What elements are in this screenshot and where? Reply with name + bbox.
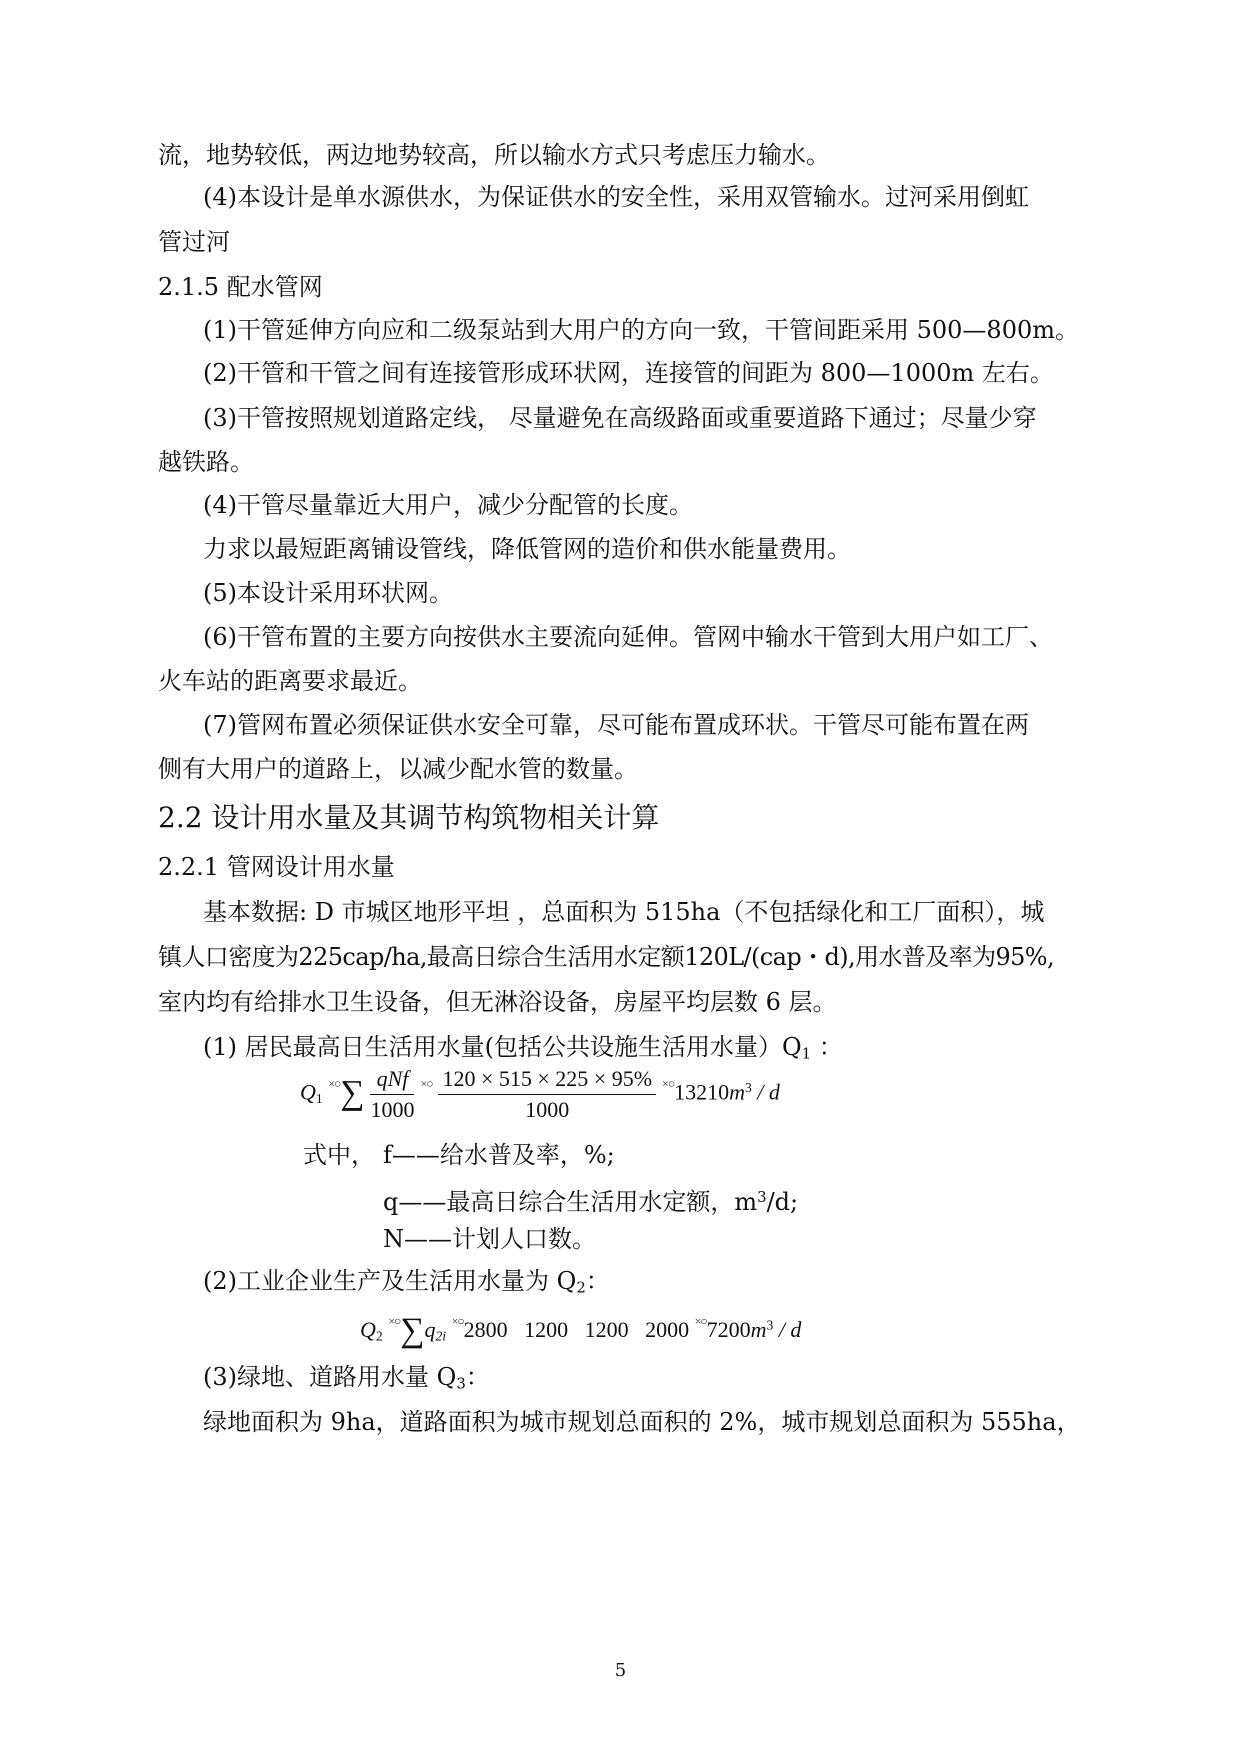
q1-label-text: (1) 居民最高日生活用水量(包括公共设施生活用水量）Q [203, 1033, 802, 1061]
formula1-eq-glyph: ×○ [328, 1076, 341, 1091]
formula2-lhs: Q [360, 1317, 376, 1342]
para-line-13: 火车站的距离要求最近。 [158, 667, 422, 695]
formula1-result: 13210 [674, 1079, 730, 1105]
q2-label-text: (2)工业企业生产及生活用水量为 Q [203, 1267, 577, 1295]
definition-q-text: q——最高日综合生活用水定额，m [383, 1188, 758, 1217]
section-heading: 2.2 设计用水量及其调节构筑物相关计算 [158, 801, 660, 834]
formula1-fraction-2 [438, 1066, 656, 1123]
basic-data-line-1: 基本数据: D 市城区地形平坦 ，总面积为 515ha（不包括绿化和工厂面积），城 [203, 898, 1045, 926]
formula1-den2: 1000 [525, 1097, 570, 1122]
page-number: 5 [614, 1660, 627, 1681]
q1-label-suffix: ： [811, 1033, 843, 1061]
para-line-11: (5)本设计采用环状网。 [203, 579, 453, 607]
q3-label-sub: 3 [456, 1374, 466, 1393]
para-line-15: 侧有大用户的道路上，以减少配水管的数量。 [158, 755, 638, 783]
formula2-lhs-sub: 2 [375, 1328, 383, 1344]
para-line-1: 流，地势较低，两边地势较高，所以输水方式只考虑压力输水。 [158, 141, 830, 169]
formula2-q: q [424, 1317, 436, 1342]
formula2-eq-glyph-3: ×○ [694, 1314, 707, 1328]
subheading-2-1-5: 2.1.5 配水管网 [158, 273, 323, 301]
formula-q2 [360, 1312, 801, 1350]
subsection-heading: 2.2.1 管网设计用水量 [158, 853, 395, 881]
para-line-6: (2)干管和干管之间有连接管形成环状网，连接管的间距为 800—1000m 左右。 [203, 359, 1054, 387]
formula2-value-4: 2000 [645, 1317, 690, 1342]
formula1-lhs-sub: 1 [315, 1090, 323, 1106]
q3-label-suffix: ： [465, 1363, 490, 1391]
formula1-unit-d: / d [751, 1079, 780, 1105]
formula2-sigma: ∑ [400, 1312, 425, 1349]
basic-data-line-2: 镇人口密度为225cap/ha,最高日综合生活用水定额120L/(cap・d),用水普及率为95%, [158, 943, 1055, 971]
para-line-10: 力求以最短距离铺设管线，降低管网的造价和供水能量费用。 [203, 535, 851, 563]
para-line-14: (7)管网布置必须保证供水安全可靠，尽可能布置成环状。干管尽可能布置在两 [203, 711, 1029, 739]
formula2-unit-m: m [750, 1317, 767, 1342]
formula2-eq-glyph-2: ×○ [451, 1314, 464, 1328]
formula2-unit-exp: 3 [766, 1317, 774, 1333]
definition-q-exp: 3 [757, 1188, 767, 1206]
para-line-3: 管过河 [158, 228, 230, 256]
formula1-unit-m: m [729, 1079, 745, 1105]
definition-q [383, 1182, 798, 1217]
definition-f: f——给水普及率，%; [383, 1141, 615, 1169]
basic-data-line-3: 室内均有给排水卫生设备，但无淋浴设备，房屋平均层数 6 层。 [158, 988, 837, 1016]
formula2-unit-d: / d [773, 1317, 802, 1342]
formula1-eq-glyph-3: ×○ [662, 1076, 675, 1091]
definitions-intro: 式中， [303, 1141, 375, 1169]
formula1-num1: qNf [370, 1066, 414, 1095]
para-line-7: (3)干管按照规划道路定线， 尽量避免在高级路面或重要道路下通过；尽量少穿 [203, 404, 1037, 432]
formula1-num2: 120 × 515 × 225 × 95% [438, 1066, 656, 1095]
formula1-den1: 1000 [370, 1097, 415, 1122]
para-line-5: (1)干管延伸方向应和二级泵站到大用户的方向一致，干管间距采用 500—800m。 [203, 316, 1079, 344]
formula1-unit-exp: 3 [744, 1080, 752, 1096]
para-line-9: (4)干管尽量靠近大用户，减少分配管的长度。 [203, 491, 693, 519]
q3-label [203, 1362, 490, 1399]
formula2-eq-glyph: ×○ [388, 1314, 401, 1328]
para-line-2: (4)本设计是单水源供水，为保证供水的安全性，采用双管输水。过河采用倒虹 [203, 183, 1029, 211]
formula2-result: 7200 [706, 1317, 751, 1342]
formula1-fraction-1 [370, 1066, 414, 1123]
formula2-value-2: 1200 [524, 1317, 569, 1342]
definition-N: N——计划人口数。 [383, 1225, 596, 1253]
definition-q-suffix: /d; [766, 1188, 799, 1217]
q3-label-text: (3)绿地、道路用水量 Q [203, 1363, 457, 1391]
q1-label [203, 1032, 843, 1069]
formula1-eq-glyph-2: ×○ [420, 1076, 433, 1091]
formula1-sigma: ∑ [340, 1074, 365, 1112]
q2-label-suffix: ： [585, 1267, 610, 1295]
q2-label-sub: 2 [576, 1278, 586, 1297]
formula2-q-sub: 2i [435, 1328, 447, 1344]
para-line-12: (6)干管布置的主要方向按供水主要流向延伸。管网中输水干管到大用户如工厂、 [203, 623, 1053, 651]
last-line: 绿地面积为 9ha，道路面积为城市规划总面积的 2%，城市规划总面积为 555ha， [203, 1408, 1081, 1436]
formula-q1 [300, 1066, 780, 1123]
para-line-8: 越铁路。 [158, 448, 254, 476]
formula2-value-1: 2800 [463, 1317, 508, 1342]
q2-label [203, 1266, 610, 1303]
formula2-value-3: 1200 [584, 1317, 629, 1342]
formula1-lhs: Q [300, 1079, 316, 1105]
q1-label-sub: 1 [801, 1044, 812, 1063]
